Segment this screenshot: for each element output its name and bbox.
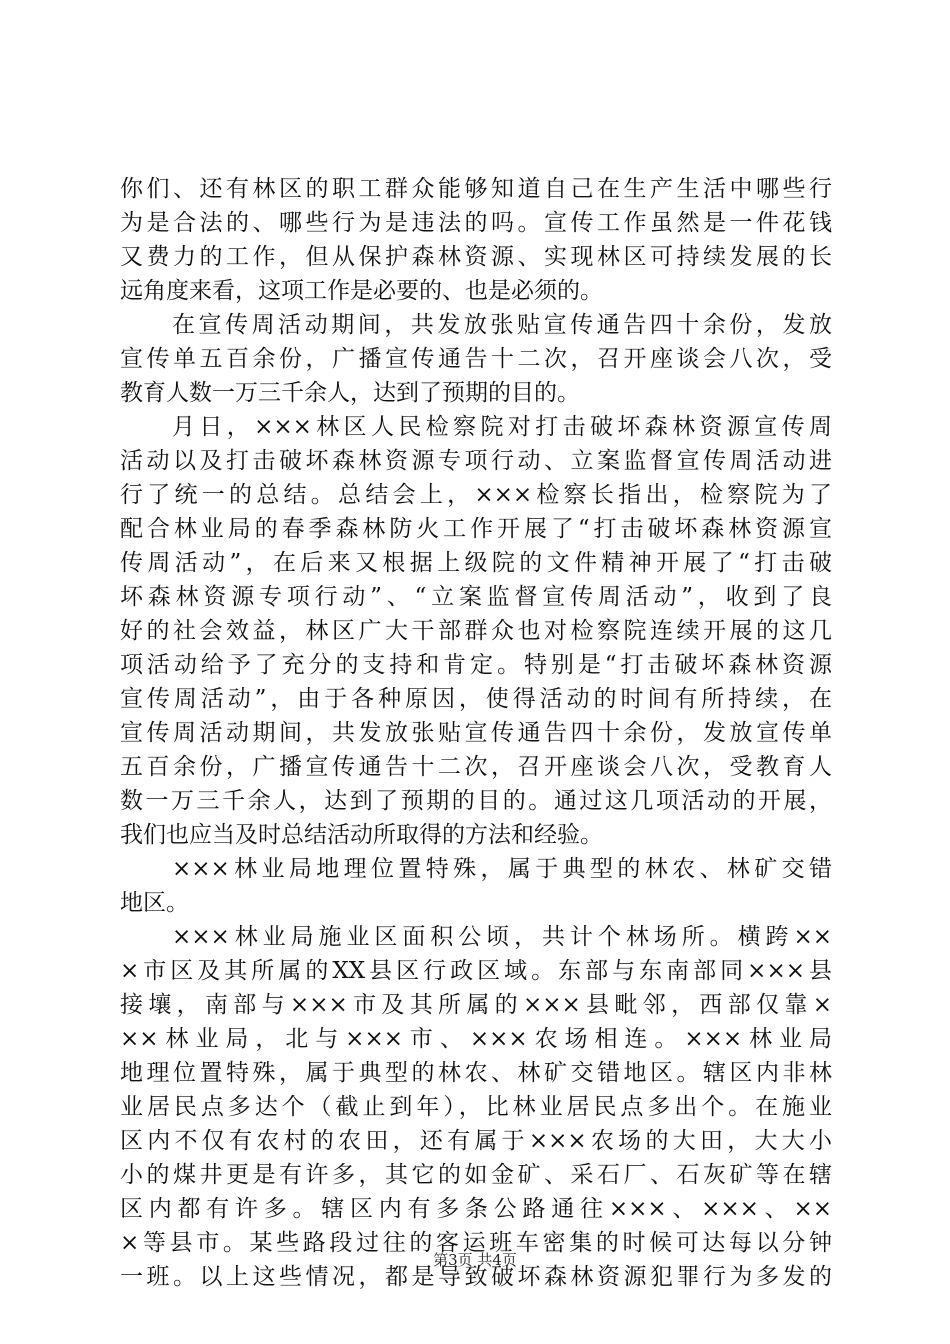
text-line: ×××林业局施业区面积公顷，共计个林场所。横跨×× bbox=[172, 924, 832, 950]
text-line: 宣传周活动”，由于各种原因，使得活动的时间有所持续，在 bbox=[120, 686, 832, 712]
text-line: 一班。以上这些情况，都是导致破坏森林资源犯罪行为多发的 bbox=[120, 1264, 832, 1290]
text-line: 又费力的工作，但从保护森林资源、实现林区可持续发展的长 bbox=[120, 244, 832, 270]
text-line: 地区。 bbox=[120, 890, 189, 916]
text-line: 行了统一的总结。总结会上，×××检察长指出，检察院为了 bbox=[120, 482, 832, 508]
text-line: 传周活动”，在后来又根据上级院的文件精神开展了“打击破 bbox=[120, 550, 832, 576]
text-line: 好的社会效益，林区广大干部群众也对检察院连续开展的这几 bbox=[120, 618, 832, 644]
text-line: 地理位置特殊，属于典型的林农、林矿交错地区。辖区内非林 bbox=[120, 1060, 832, 1086]
text-line: 教育人数一万三千余人，达到了预期的目的。 bbox=[120, 380, 580, 406]
text-line: 业居民点多达个（截止到年），比林业居民点多出个。在施业 bbox=[120, 1094, 832, 1120]
text-line: ××林业局，北与×××市、×××农场相连。×××林业局 bbox=[120, 1026, 832, 1052]
text-line: 区内都有许多。辖区内有多条公路通往×××、×××、×× bbox=[120, 1196, 832, 1222]
text-line: 区内不仅有农村的农田，还有属于×××农场的大田，大大小 bbox=[120, 1128, 832, 1154]
text-line: 坏森林资源专项行动”、“立案监督宣传周活动”，收到了良 bbox=[120, 584, 832, 610]
document-body bbox=[120, 172, 832, 1294]
text-line: 五百余份，广播宣传通告十二次，召开座谈会八次，受教育人 bbox=[120, 754, 832, 780]
text-line: 你们、还有林区的职工群众能够知道自己在生产生活中哪些行 bbox=[120, 176, 832, 202]
text-line: 为是合法的、哪些行为是违法的吗。宣传工作虽然是一件花钱 bbox=[120, 210, 832, 236]
text-line: 小的煤井更是有许多，其它的如金矿、采石厂、石灰矿等在辖 bbox=[120, 1162, 832, 1188]
text-line: 月日，×××林区人民检察院对打击破坏森林资源宣传周 bbox=[172, 414, 832, 440]
text-line: 项活动给予了充分的支持和肯定。特别是“打击破坏森林资源 bbox=[120, 652, 832, 678]
text-line: 宣传周活动期间，共发放张贴宣传通告四十余份，发放宣传单 bbox=[120, 720, 832, 746]
text-line: 远角度来看，这项工作是必要的、也是必须的。 bbox=[120, 278, 603, 304]
text-line: 我们也应当及时总结活动所取得的方法和经验。 bbox=[120, 822, 603, 848]
text-line: 宣传单五百余份，广播宣传通告十二次，召开座谈会八次，受 bbox=[120, 346, 832, 372]
text-line: ×等县市。某些路段过往的客运班车密集的时候可达每以分钟 bbox=[120, 1230, 832, 1256]
text-line: ×××林业局地理位置特殊，属于典型的林农、林矿交错 bbox=[172, 856, 832, 882]
text-line: 在宣传周活动期间，共发放张贴宣传通告四十余份，发放 bbox=[172, 312, 832, 338]
text-line: ×市区及其所属的XX县区行政区域。东部与东南部同×××县 bbox=[120, 958, 832, 984]
text-line: 配合林业局的春季森林防火工作开展了“打击破坏森林资源宣 bbox=[120, 516, 832, 542]
text-line: 接壤，南部与×××市及其所属的×××县毗邻，西部仅靠× bbox=[120, 992, 832, 1018]
text-line: 数一万三千余人，达到了预期的目的。通过这几项活动的开展， bbox=[120, 788, 832, 814]
page-footer: 第3页 共4页 bbox=[433, 1251, 517, 1269]
text-line: 活动以及打击破坏森林资源专项行动、立案监督宣传周活动进 bbox=[120, 448, 832, 474]
